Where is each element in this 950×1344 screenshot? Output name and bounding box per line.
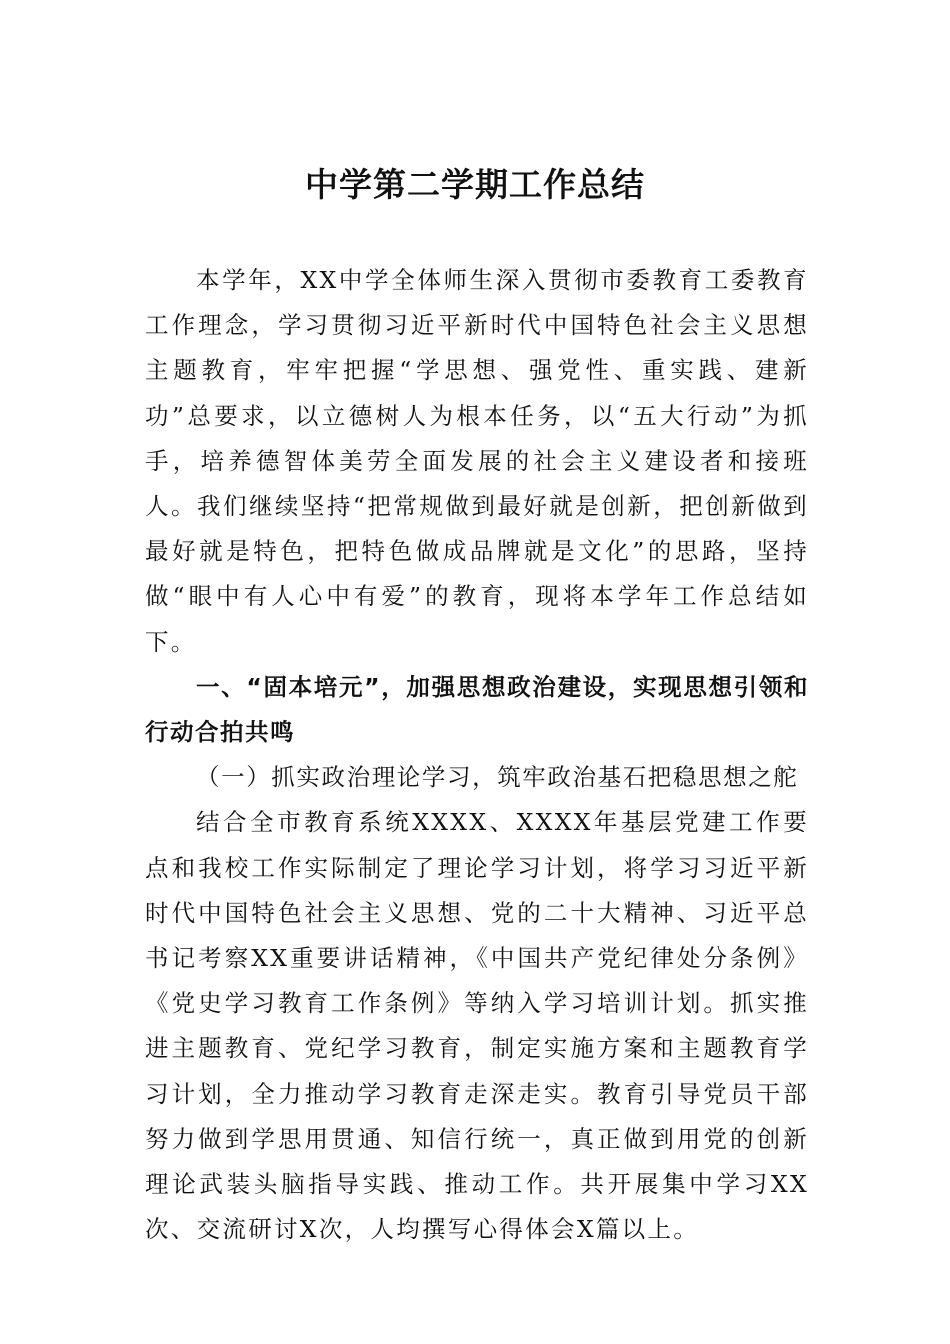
document-title: 中学第二学期工作总结 (305, 165, 645, 204)
subsection-paragraph-1: 结合全市教育系统XXXX、XXXX年基层党建工作要点和我校工作实际制定了理论学习计划，将学习习近平新时代中国特色社会主义思想、党的二十大精神、习近平总书记考察XX重要讲话精神，《中国共产党纪律处分条例》《党史学习教育工作条例》等纳入学习培训计划。抓实推进主题教育、党纪学习教育，制定实施方案和主题教育学习计划，全力推动学习教育走深走实。教育引导党员干部努力做到学思用贯通、知信行统一，真正做到用党的创新理论武装头脑指导实践、推动工作。共开展集中学习XX次、交流研讨X次，人均撰写心得体会X篇以上。 (145, 808, 809, 1244)
intro-paragraph: 本学年，XX中学全体师生深入贯彻市委教育工委教育工作理念，学习贯彻习近平新时代中国特色社会主义思想主题教育，牢牢把握“学思想、强党性、重实践、建新功”总要求，以立德树人为根本任务，以“五大行动”为抓手，培养德智体美劳全面发展的社会主义建设者和接班人。我们继续坚持“把常规做到最好就是创新，把创新做到最好就是特色，把特色做成品牌就是文化”的思路，坚持做“眼中有人心中有爱”的教育，现将本学年工作总结如下。 (145, 266, 809, 656)
section-heading-1: 一、“固本培元”，加强思想政治建设，实现思想引领和行动合拍共鸣 (145, 672, 809, 747)
subsection-heading-1: （一）抓实政治理论学习，筑牢政治基石把稳思想之舵 (196, 763, 799, 792)
document-body (145, 258, 809, 1252)
